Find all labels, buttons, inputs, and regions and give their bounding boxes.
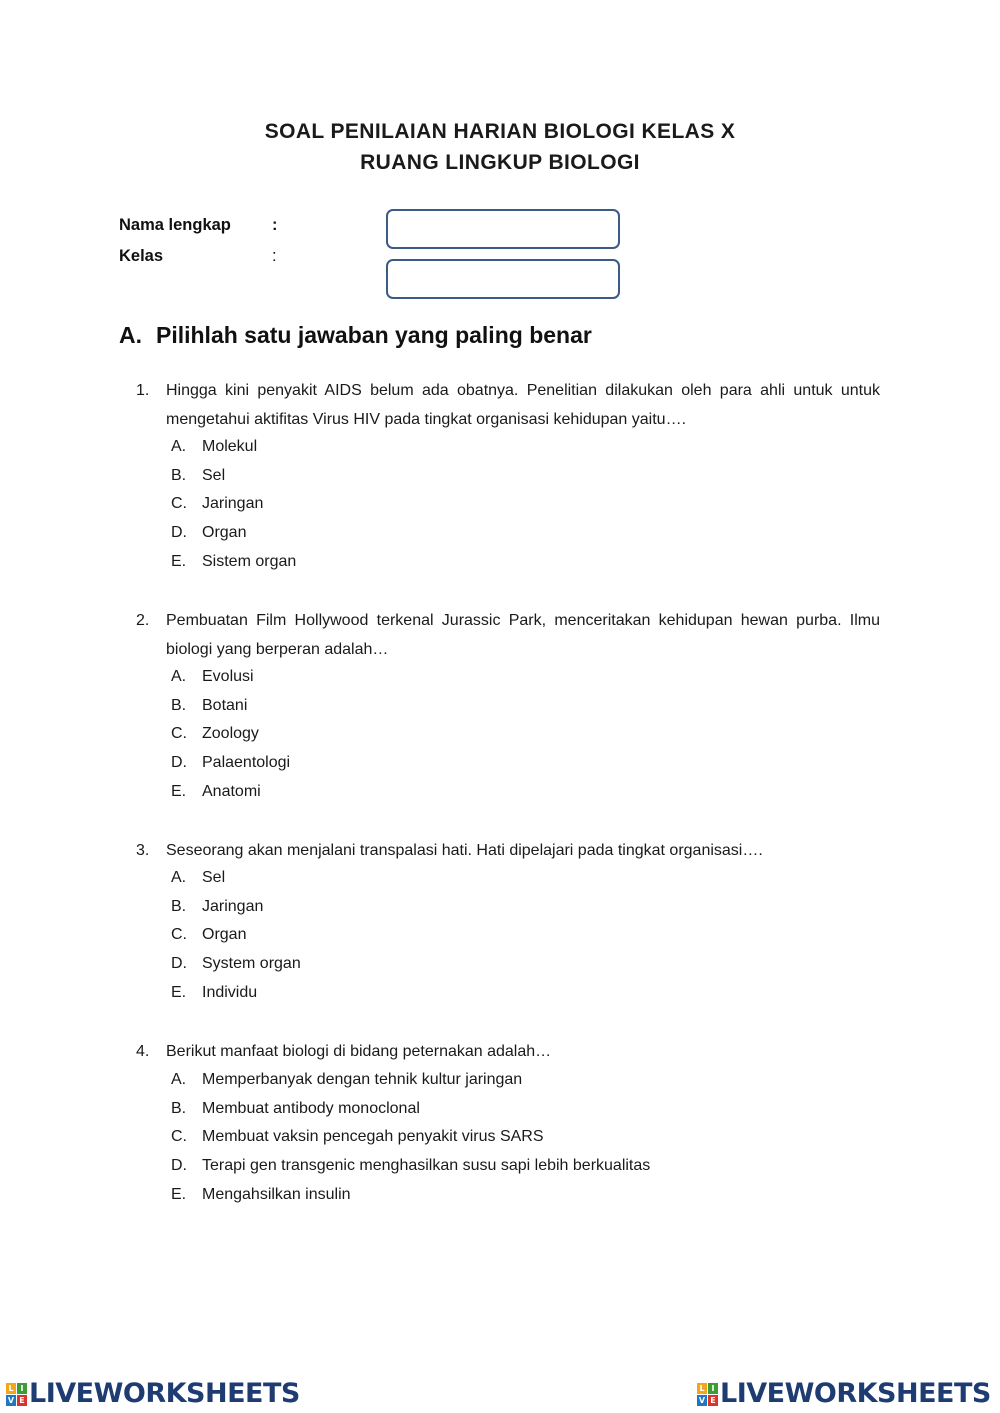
answer-option-e[interactable] <box>171 778 290 807</box>
option-letter: D. <box>171 955 187 973</box>
answer-option-d[interactable] <box>171 519 296 548</box>
answer-option-b[interactable] <box>171 692 290 721</box>
section-heading <box>119 322 592 349</box>
option-text: Sistem organ <box>202 552 297 570</box>
answer-option-c[interactable] <box>171 921 301 950</box>
question-number: 4. <box>136 1043 150 1060</box>
answer-options <box>171 433 296 576</box>
option-text: Organ <box>202 524 247 542</box>
answer-option-b[interactable] <box>171 893 301 922</box>
logo-text: LIVEWORKSHEETS <box>29 1378 300 1409</box>
logo-text: LIVEWORKSHEETS <box>720 1378 991 1409</box>
section-letter: A. <box>119 322 142 348</box>
option-letter: A. <box>171 438 187 455</box>
question-text: Hingga kini penyakit AIDS belum ada obatnya. Penelitian dilakukan oleh para ahli untuk untuk mengetahui aktifitas Virus HIV pada tingkat organisasi kehidupan yaitu…. <box>166 382 880 428</box>
option-text: System organ <box>202 955 301 973</box>
option-text: Botani <box>202 696 248 714</box>
name-colon: : <box>272 216 278 234</box>
option-letter: C. <box>171 725 187 743</box>
answer-option-a[interactable] <box>171 663 290 692</box>
option-letter: B. <box>171 897 187 915</box>
option-text: Molekul <box>202 438 258 455</box>
option-text: Palaentologi <box>202 754 291 772</box>
class-input[interactable] <box>386 259 620 299</box>
class-colon: : <box>272 247 277 265</box>
liveworksheets-logo-left[interactable] <box>6 1377 300 1411</box>
option-letter: E. <box>171 552 187 570</box>
liveworksheets-logo-icon: L I V E <box>697 1383 718 1406</box>
answer-option-a[interactable] <box>171 864 301 893</box>
answer-option-b[interactable] <box>171 1095 650 1124</box>
option-letter: C. <box>171 926 187 944</box>
question-number: 3. <box>136 842 150 859</box>
name-input[interactable] <box>386 209 620 249</box>
option-text: Memperbanyak dengan tehnik kultur jaringan <box>202 1071 523 1088</box>
option-text: Membuat vaksin pencegah penyakit virus SARS <box>202 1128 544 1146</box>
option-letter: E. <box>171 983 187 1001</box>
option-text: Zoology <box>202 725 259 743</box>
answer-option-e[interactable] <box>171 1181 650 1210</box>
option-text: Individu <box>202 983 258 1001</box>
option-text: Membuat antibody monoclonal <box>202 1099 420 1117</box>
option-letter: B. <box>171 1099 187 1117</box>
option-text: Mengahsilkan insulin <box>202 1185 351 1203</box>
answer-option-a[interactable] <box>171 1066 650 1095</box>
option-letter: C. <box>171 1128 187 1146</box>
option-text: Jaringan <box>202 495 264 513</box>
question-text: Seseorang akan menjalani transpalasi hati. Hati dipelajari pada tingkat organisasi…. <box>166 842 763 859</box>
option-text: Sel <box>202 466 226 484</box>
answer-option-d[interactable] <box>171 749 290 778</box>
option-letter: B. <box>171 466 187 484</box>
answer-option-e[interactable] <box>171 979 301 1008</box>
answer-option-b[interactable] <box>171 462 296 491</box>
answer-option-c[interactable] <box>171 720 290 749</box>
answer-option-e[interactable] <box>171 548 296 577</box>
answer-options <box>171 663 290 806</box>
liveworksheets-logo-icon: L I V E <box>6 1383 27 1406</box>
answer-option-c[interactable] <box>171 490 296 519</box>
option-letter: D. <box>171 754 187 772</box>
answer-option-a[interactable] <box>171 433 296 462</box>
question-text: Pembuatan Film Hollywood terkenal Jurassic Park, menceritakan kehidupan hewan purba. Ilmu biologi yang berperan adalah… <box>166 612 880 658</box>
liveworksheets-logo-right[interactable] <box>697 1377 991 1411</box>
option-text: Jaringan <box>202 897 264 915</box>
question-number: 2. <box>136 612 150 629</box>
name-label: Nama lengkap <box>119 216 231 234</box>
option-text: Sel <box>202 869 226 886</box>
option-text: Terapi gen transgenic menghasilkan susu sapi lebih berkualitas <box>202 1157 651 1175</box>
answer-option-c[interactable] <box>171 1123 650 1152</box>
option-letter: E. <box>171 782 187 800</box>
answer-option-d[interactable] <box>171 1152 650 1181</box>
option-text: Organ <box>202 926 247 944</box>
question-number: 1. <box>136 382 150 399</box>
option-letter: C. <box>171 495 187 513</box>
option-text: Evolusi <box>202 668 254 685</box>
answer-options <box>171 864 301 1007</box>
option-letter: E. <box>171 1185 187 1203</box>
option-letter: A. <box>171 1071 187 1088</box>
option-text: Anatomi <box>202 782 261 800</box>
worksheet-title: SOAL PENILAIAN HARIAN BIOLOGI KELAS X <box>264 120 736 143</box>
answer-options <box>171 1066 650 1209</box>
answer-option-d[interactable] <box>171 950 301 979</box>
option-letter: D. <box>171 524 187 542</box>
class-label: Kelas <box>119 247 164 265</box>
option-letter: D. <box>171 1157 187 1175</box>
option-letter: B. <box>171 696 187 714</box>
option-letter: A. <box>171 869 187 886</box>
question-text: Berikut manfaat biologi di bidang peternakan adalah… <box>166 1043 552 1060</box>
worksheet-subtitle: RUANG LINGKUP BIOLOGI <box>360 151 640 174</box>
option-letter: A. <box>171 668 187 685</box>
section-heading-text: Pilihlah satu jawaban yang paling benar <box>156 322 592 348</box>
